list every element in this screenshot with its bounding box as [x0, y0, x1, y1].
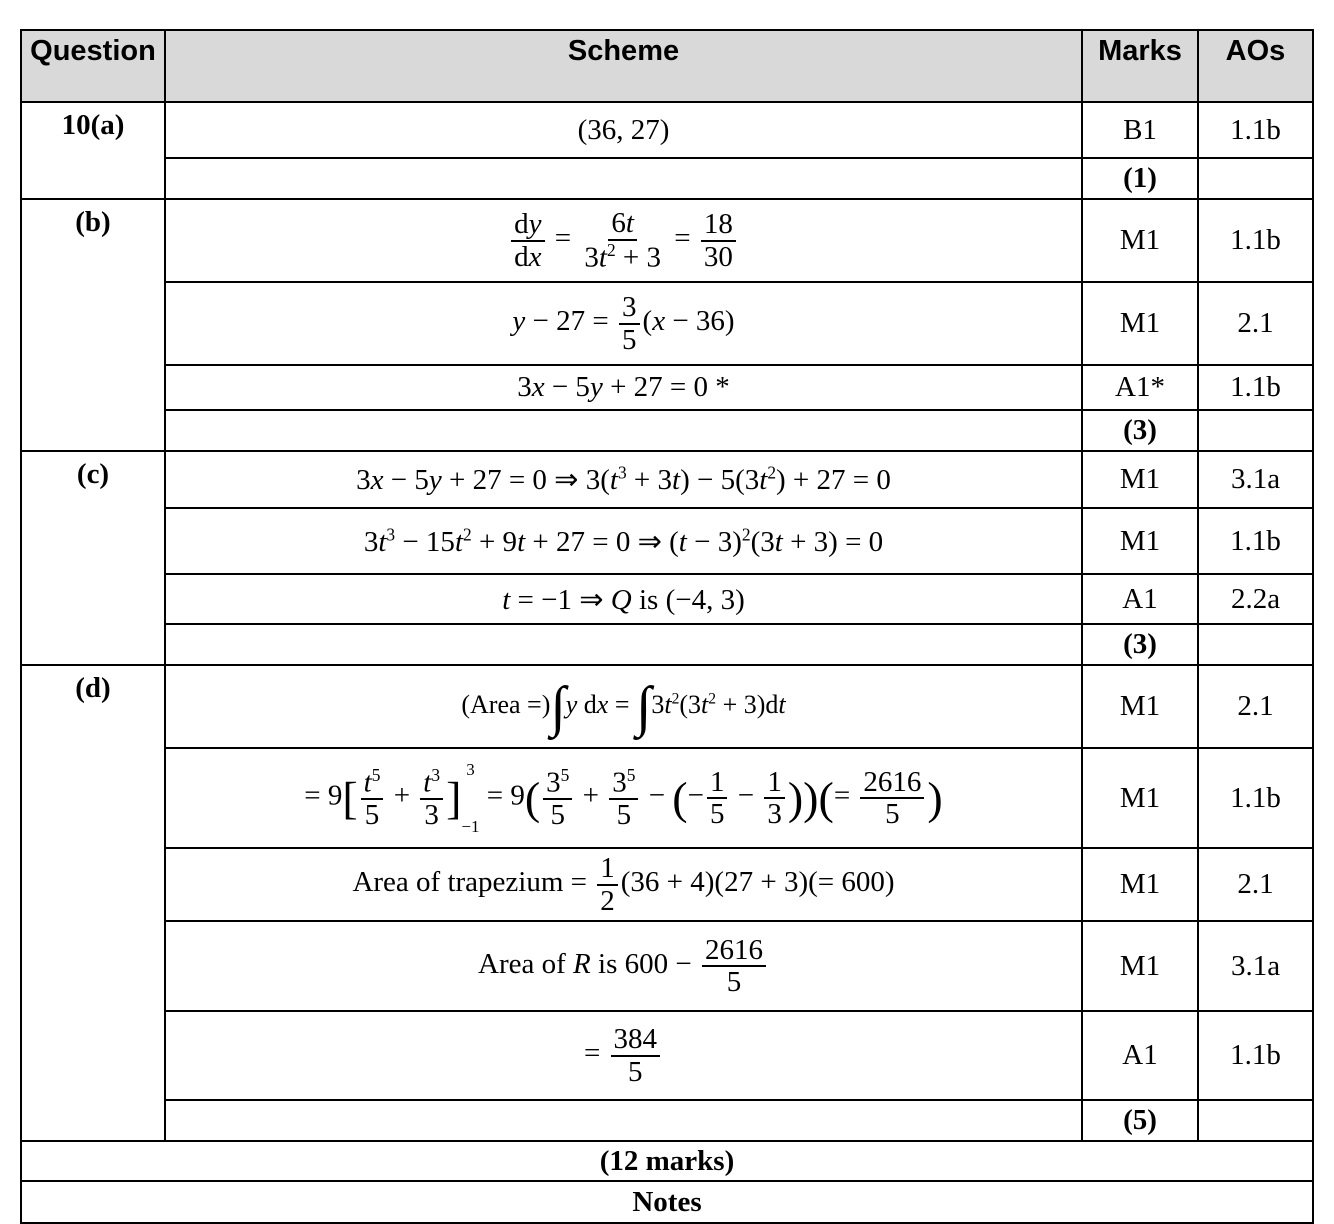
mark-b3: A1*: [1082, 365, 1198, 410]
scheme-line-c3: t = −1 ⇒ Q is (−4, 3): [165, 574, 1082, 624]
mark-c1: M1: [1082, 451, 1198, 508]
notes-heading: Notes: [21, 1181, 1313, 1223]
table-row: [21, 624, 1313, 665]
scheme-line-d3: Area of trapezium = $\frac{1}{2}$ (36 + 4)(27 + 3)(= 600): [165, 848, 1082, 921]
ao-b3: 1.1b: [1198, 365, 1313, 410]
mark-a: B1: [1082, 102, 1198, 158]
scheme-line-d5: = $\frac{384}{5}$: [165, 1011, 1082, 1100]
table-row: [21, 1100, 1313, 1141]
ao-d2: 1.1b: [1198, 748, 1313, 848]
scheme-line-b2: y − 27 = $\frac{3}{5}$ (x − 36): [165, 282, 1082, 365]
notes-row: [21, 1181, 1313, 1223]
scheme-line-d2: = 9[ $\frac{t^5}{5}$ + $\frac{t^3}{3}$ ] 3 −1 = 9( $\frac{3^5}{5}$ + $\frac{3^5}{5}$ − (− $\frac{1}{5}$ − $\frac{1}{3}$ ))(= $\frac{2616}{5}$ ): [165, 748, 1082, 848]
mark-d5: A1: [1082, 1011, 1198, 1100]
table-row: [21, 158, 1313, 199]
mark-b2: M1: [1082, 282, 1198, 365]
scheme-line-c2: $3t^3 - 15t^2 + 9t + 27 = 0$ ⇒ $(t - 3)^2(3t + 3) = 0$: [165, 508, 1082, 574]
table-row: [21, 665, 1313, 748]
ao-d3: 2.1: [1198, 848, 1313, 921]
mark-b1: M1: [1082, 199, 1198, 282]
total-marks: (12 marks): [21, 1141, 1313, 1181]
mark-d4: M1: [1082, 921, 1198, 1011]
question-label-c: (c): [21, 451, 165, 665]
mark-c3: A1: [1082, 574, 1198, 624]
subtotal-a: (1): [1082, 158, 1198, 199]
scheme-line-b1: $\frac{dy}{dx}$ = $\frac{6t}{3t^2 + 3}$ = $\frac{18}{30}$: [165, 199, 1082, 282]
table-row: [21, 1011, 1313, 1100]
question-label-d: (d): [21, 665, 165, 1141]
ao-c1: 3.1a: [1198, 451, 1313, 508]
scheme-line-d1: (Area =)∫y dx = $\int 3t^2(3t^2 + 3)dt$: [165, 665, 1082, 748]
mark-d2: M1: [1082, 748, 1198, 848]
scheme-line-c1: 3x − 5y + 27 = 0 ⇒ $3(t^3 + 3t) - 5(3t^2) + 27 = 0$: [165, 451, 1082, 508]
ao-b1: 1.1b: [1198, 199, 1313, 282]
subtotal-c: (3): [1082, 624, 1198, 665]
table-row: [21, 748, 1313, 848]
header-scheme: Scheme: [165, 30, 1082, 102]
question-label-b: (b): [21, 199, 165, 451]
table-row: [21, 199, 1313, 282]
question-label-a: 10(a): [21, 102, 165, 199]
table-row: [21, 508, 1313, 574]
scheme-line-d4: Area of R is 600 − $\frac{2616}{5}$: [165, 921, 1082, 1011]
mark-c2: M1: [1082, 508, 1198, 574]
table-row: [21, 848, 1313, 921]
table-row: [21, 574, 1313, 624]
table-row: [21, 921, 1313, 1011]
table-row: [21, 282, 1313, 365]
ao-a: 1.1b: [1198, 102, 1313, 158]
scheme-line-b3: 3x − 5y + 27 = 0 *: [165, 365, 1082, 410]
subtotal-d: (5): [1082, 1100, 1198, 1141]
mark-d1: M1: [1082, 665, 1198, 748]
mark-d3: M1: [1082, 848, 1198, 921]
scheme-answer-a: (36, 27): [165, 102, 1082, 158]
ao-d5: 1.1b: [1198, 1011, 1313, 1100]
subtotal-b: (3): [1082, 410, 1198, 451]
header-row: [21, 30, 1313, 102]
ao-c2: 1.1b: [1198, 508, 1313, 574]
ao-c3: 2.2a: [1198, 574, 1313, 624]
trapezium-label: Area of trapezium =: [352, 866, 588, 899]
table-row: [21, 410, 1313, 451]
header-marks: Marks: [1082, 30, 1198, 102]
table-row: [21, 365, 1313, 410]
ao-d1: 2.1: [1198, 665, 1313, 748]
header-aos: AOs: [1198, 30, 1313, 102]
table-row: [21, 451, 1313, 508]
header-question: Question: [21, 30, 165, 102]
total-row: [21, 1141, 1313, 1181]
mark-scheme-table: [20, 29, 1314, 1224]
ao-d4: 3.1a: [1198, 921, 1313, 1011]
table-row: [21, 102, 1313, 158]
ao-b2: 2.1: [1198, 282, 1313, 365]
